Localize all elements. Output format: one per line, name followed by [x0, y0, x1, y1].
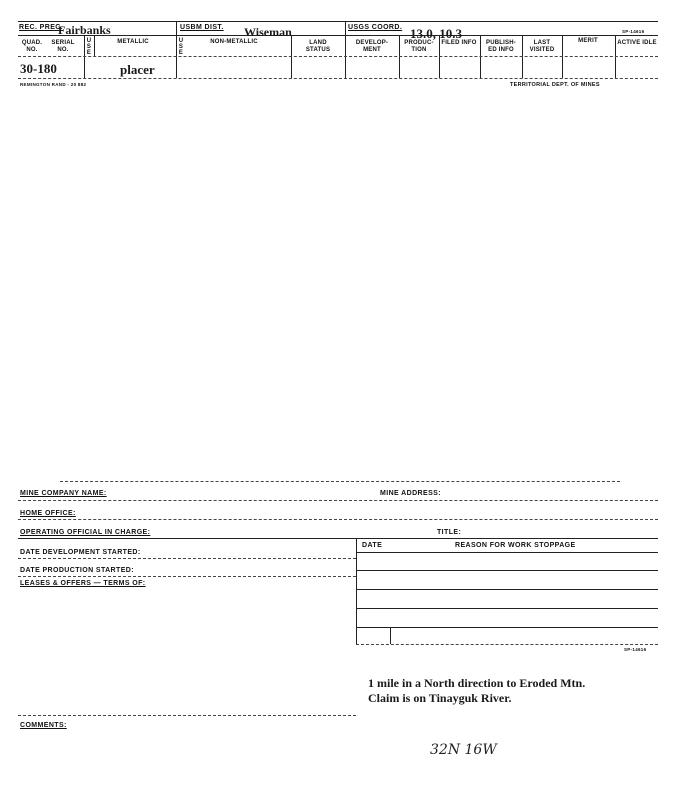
typed-note-line-1: 1 mile in a North direction to Eroded Mtn. — [368, 676, 586, 690]
col-merit: MERIT — [578, 38, 598, 44]
card-footer-right: TERRITORIAL DEPT. OF MINES — [510, 82, 600, 88]
usgs-coord-value: 13.0, 10.3 — [410, 26, 462, 41]
col-serial-no: SERIAL NO. — [51, 40, 75, 53]
rec-prec-value: Fairbanks — [58, 23, 111, 37]
col-metallic: METALLIC — [117, 39, 149, 45]
col-filed-info: FILED INFO — [441, 40, 477, 46]
operating-official-label: OPERATING OFFICIAL IN CHARGE: — [20, 529, 151, 536]
col-published-info: PUBLISH- ED INFO — [486, 40, 516, 53]
date-column-label: DATE — [362, 542, 383, 549]
col-land-status: LAND STATUS — [305, 40, 331, 53]
title-label: TITLE: — [437, 529, 462, 536]
col-development: DEVELOP- MENT — [355, 40, 389, 53]
date-production-started-label: DATE PRODUCTION STARTED: — [20, 567, 134, 574]
usbm-dist-value: Wiseman — [244, 25, 292, 39]
home-office-label: HOME OFFICE: — [20, 510, 76, 517]
metallic-value: placer — [120, 62, 155, 77]
usgs-coord-label: USGS COORD. — [348, 24, 403, 31]
quad-serial-value: 30-180 — [20, 61, 57, 76]
reason-column-label: REASON FOR WORK STOPPAGE — [455, 542, 576, 549]
card-footer-left: REMINGTON RAND - 20 882 — [20, 82, 87, 87]
col-quad-no: QUAD. NO. — [21, 40, 43, 53]
date-development-started-label: DATE DEVELOPMENT STARTED: — [20, 549, 141, 556]
col-last-visited: LAST VISITED — [529, 40, 555, 53]
rec-prec-label: REC. PREC. — [19, 24, 64, 31]
usbm-dist-label: USBM DIST. — [180, 24, 224, 31]
mine-company-name-label: MINE COMPANY NAME: — [20, 490, 107, 497]
handwritten-note: 32N 16W — [430, 742, 497, 758]
col-use-non-metallic: USE — [178, 38, 184, 56]
lower-form-number: SP-14616 — [624, 647, 647, 652]
leases-offers-label: LEASES & OFFERS — TERMS OF: — [20, 580, 146, 587]
col-non-metallic: NON-METALLIC — [210, 39, 258, 45]
form-number: SP-14616 — [622, 29, 645, 34]
col-production: PRODUC- TION — [404, 40, 434, 53]
typed-note-line-2: Claim is on Tinayguk River. — [368, 691, 512, 705]
comments-label: COMMENTS: — [20, 722, 67, 729]
mine-address-label: MINE ADDRESS: — [380, 490, 441, 497]
col-use-metallic: USE — [86, 38, 92, 56]
col-active-idle: ACTIVE IDLE — [617, 40, 657, 46]
